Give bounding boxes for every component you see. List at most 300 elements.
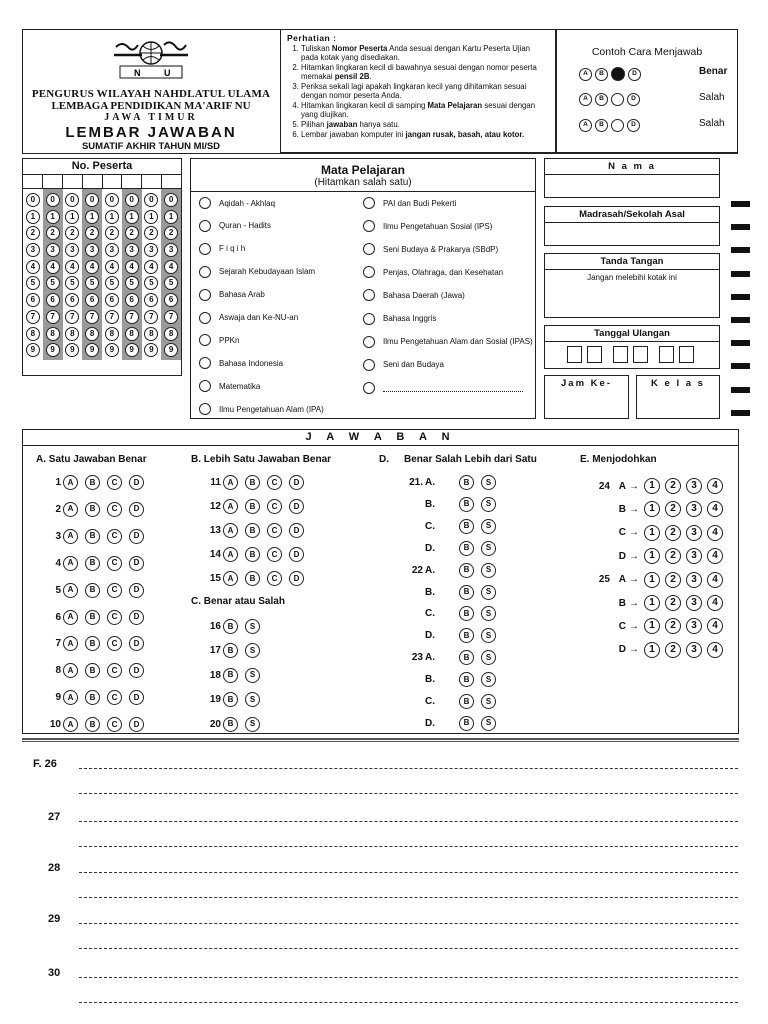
answer-bubble[interactable]: A	[63, 690, 78, 705]
essay-answer-line[interactable]	[79, 793, 738, 794]
answer-bubble[interactable]: B	[459, 694, 474, 709]
answer-bubble[interactable]: S	[481, 497, 496, 512]
participant-number-title: No. Peserta	[23, 159, 181, 175]
digit-bubble[interactable]: 9	[85, 343, 99, 357]
timing-mark	[731, 247, 750, 253]
example-label: Benar	[699, 66, 728, 77]
digit-bubble[interactable]: 7	[65, 310, 79, 324]
logo-text-n: N	[134, 68, 141, 78]
digit-bubble[interactable]: 6	[105, 293, 119, 307]
digit-bubble[interactable]: 7	[144, 310, 158, 324]
digit-bubble[interactable]: 1	[65, 210, 79, 224]
answer-bubble[interactable]: B	[459, 628, 474, 643]
answer-bubble[interactable]: A	[223, 547, 238, 562]
answer-bubble[interactable]: 1	[644, 548, 660, 564]
digit-bubble[interactable]: 5	[85, 276, 99, 290]
answer-bubble[interactable]: B	[85, 583, 100, 598]
subject-radio[interactable]	[199, 357, 211, 369]
answer-bubble[interactable]: B	[459, 497, 474, 512]
subject-option[interactable]	[199, 266, 315, 278]
subject-option[interactable]	[363, 220, 492, 232]
digit-bubble[interactable]: 8	[85, 327, 99, 341]
example-bubble: A	[579, 68, 592, 81]
digit-bubble[interactable]: 2	[65, 226, 79, 240]
matching-row	[588, 501, 728, 517]
answer-bubble[interactable]: 1	[644, 595, 660, 611]
digit-bubble[interactable]: 4	[26, 260, 40, 274]
signature-box[interactable]	[544, 253, 720, 318]
digit-bubble[interactable]: 5	[144, 276, 158, 290]
question-number: 13	[209, 525, 221, 536]
answer-bubble[interactable]: B	[223, 692, 238, 707]
digit-bubble[interactable]: 9	[144, 343, 158, 357]
name-box[interactable]	[544, 158, 720, 198]
digit-bubble[interactable]: 2	[144, 226, 158, 240]
digit-bubble[interactable]: 1	[125, 210, 139, 224]
answer-bubble[interactable]: C	[267, 475, 282, 490]
answer-bubble[interactable]: B	[223, 643, 238, 658]
sub-question-label: B	[618, 503, 626, 515]
subject-option[interactable]	[363, 313, 436, 325]
answer-bubble[interactable]: B	[459, 585, 474, 600]
digit-bubble[interactable]: 9	[105, 343, 119, 357]
answer-bubble[interactable]: S	[245, 717, 260, 732]
answer-bubble[interactable]: 1	[644, 478, 660, 494]
digit-bubble[interactable]: 3	[26, 243, 40, 257]
digit-bubble[interactable]: 4	[144, 260, 158, 274]
answer-bubble[interactable]: C	[107, 610, 122, 625]
answer-bubble[interactable]: 4	[707, 642, 723, 658]
digit-bubble[interactable]: 2	[26, 226, 40, 240]
date-cell[interactable]	[679, 346, 694, 363]
participant-digit-cell[interactable]	[142, 175, 162, 188]
answer-bubble[interactable]: C	[267, 547, 282, 562]
essay-answer-line[interactable]	[79, 923, 738, 924]
class-label: K e l a s	[651, 378, 705, 389]
answer-bubble[interactable]: 4	[707, 548, 723, 564]
digit-bubble[interactable]: 2	[46, 226, 60, 240]
date-cell[interactable]	[659, 346, 674, 363]
answer-bubble[interactable]: 1	[644, 525, 660, 541]
answer-bubble[interactable]: B	[85, 690, 100, 705]
subject-option[interactable]	[363, 197, 456, 209]
answer-bubble[interactable]: C	[107, 475, 122, 490]
answer-bubble[interactable]: B	[245, 571, 260, 586]
digit-bubble[interactable]: 9	[46, 343, 60, 357]
answer-bubble[interactable]: 3	[686, 501, 702, 517]
answer-bubble[interactable]: B	[85, 636, 100, 651]
digit-bubble[interactable]: 8	[125, 327, 139, 341]
answer-bubble[interactable]: B	[245, 475, 260, 490]
answer-bubble[interactable]: 3	[686, 618, 702, 634]
answer-bubble[interactable]: 4	[707, 478, 723, 494]
digit-bubble[interactable]: 3	[105, 243, 119, 257]
answer-bubble[interactable]: S	[245, 643, 260, 658]
digit-bubble[interactable]: 3	[85, 243, 99, 257]
answer-bubble[interactable]: B	[459, 563, 474, 578]
digit-bubble[interactable]: 8	[105, 327, 119, 341]
answer-bubble[interactable]: 2	[665, 642, 681, 658]
date-cell[interactable]	[613, 346, 628, 363]
digit-bubble[interactable]: 4	[164, 260, 178, 274]
answer-bubble[interactable]: S	[481, 694, 496, 709]
participant-digit-cell[interactable]	[23, 175, 43, 188]
school-box[interactable]	[544, 206, 720, 246]
subject-option[interactable]	[199, 289, 265, 301]
digit-bubble[interactable]: 3	[46, 243, 60, 257]
answer-bubble[interactable]: 3	[686, 548, 702, 564]
digit-bubble[interactable]: 9	[26, 343, 40, 357]
answer-bubble[interactable]: D	[289, 523, 304, 538]
answer-bubble[interactable]: C	[267, 499, 282, 514]
subject-option[interactable]	[199, 380, 260, 392]
answer-bubble[interactable]: D	[289, 499, 304, 514]
subject-radio[interactable]	[199, 266, 211, 278]
date-cell[interactable]	[587, 346, 602, 363]
subject-option[interactable]	[199, 357, 283, 369]
cross-mark-icon	[611, 119, 624, 132]
digit-bubble[interactable]: 5	[164, 276, 178, 290]
subject-radio[interactable]	[363, 313, 375, 325]
answer-bubble[interactable]: A	[63, 502, 78, 517]
digit-bubble[interactable]: 6	[26, 293, 40, 307]
subject-option[interactable]	[363, 289, 465, 301]
digit-bubble[interactable]: 6	[125, 293, 139, 307]
answer-bubble[interactable]: C	[107, 583, 122, 598]
subject-option[interactable]	[199, 403, 324, 415]
answer-bubble[interactable]: 2	[665, 478, 681, 494]
digit-bubble[interactable]: 3	[164, 243, 178, 257]
digit-bubble[interactable]: 1	[164, 210, 178, 224]
answer-bubble[interactable]: 3	[686, 572, 702, 588]
digit-bubble[interactable]: 5	[65, 276, 79, 290]
answer-bubble[interactable]: D	[289, 571, 304, 586]
answer-bubble[interactable]: 2	[665, 572, 681, 588]
subject-radio[interactable]	[199, 243, 211, 255]
example-bubble: D	[628, 68, 641, 81]
digit-bubble[interactable]: 8	[144, 327, 158, 341]
digit-bubble[interactable]: 6	[164, 293, 178, 307]
digit-bubble[interactable]: 4	[125, 260, 139, 274]
subject-radio[interactable]	[199, 220, 211, 232]
subject-label: Sejarah Kebudayaan Islam	[219, 267, 316, 277]
answer-bubble[interactable]: D	[129, 717, 144, 732]
answer-bubble[interactable]: A	[63, 475, 78, 490]
answer-bubble[interactable]: B	[245, 499, 260, 514]
answer-bubble[interactable]: 1	[644, 642, 660, 658]
digit-bubble[interactable]: 3	[65, 243, 79, 257]
answer-bubble[interactable]: C	[107, 556, 122, 571]
answer-bubble[interactable]: S	[481, 650, 496, 665]
subject-other-line[interactable]	[383, 384, 523, 392]
participant-digit-cell[interactable]	[103, 175, 123, 188]
digit-bubble[interactable]: 8	[164, 327, 178, 341]
answer-bubble[interactable]: D	[129, 502, 144, 517]
date-cell[interactable]	[633, 346, 648, 363]
participant-digit-cell[interactable]	[43, 175, 63, 188]
essay-answer-line[interactable]	[79, 768, 738, 769]
answer-bubble[interactable]: A	[63, 636, 78, 651]
example-label: Salah	[699, 118, 725, 129]
digit-bubble[interactable]: 9	[65, 343, 79, 357]
digit-bubble[interactable]: 2	[125, 226, 139, 240]
answer-bubble[interactable]: C	[107, 636, 122, 651]
digit-bubble[interactable]: 0	[105, 193, 119, 207]
answer-bubble[interactable]: B	[85, 556, 100, 571]
digit-bubble[interactable]: 5	[105, 276, 119, 290]
answer-bubble[interactable]: 1	[644, 618, 660, 634]
answer-bubble[interactable]: B	[459, 519, 474, 534]
subject-subtitle: (Hitamkan salah satu)	[314, 177, 412, 188]
digit-bubble[interactable]: 5	[46, 276, 60, 290]
instruction-item: 1. Tuliskan Nomor Peserta Anda sesuai dengan Kartu Peserta Ujian pada kotak yang disediakan.	[301, 44, 549, 62]
digit-bubble[interactable]: 1	[46, 210, 60, 224]
essay-answer-line[interactable]	[79, 821, 738, 822]
answer-bubble[interactable]: 4	[707, 595, 723, 611]
matching-row	[588, 642, 728, 658]
subject-radio[interactable]	[199, 380, 211, 392]
participant-digit-cell[interactable]	[162, 175, 181, 188]
answer-bubble[interactable]: S	[245, 692, 260, 707]
essay-answer-line[interactable]	[79, 1002, 738, 1003]
answer-bubble[interactable]: S	[481, 672, 496, 687]
date-cell[interactable]	[567, 346, 582, 363]
answer-bubble[interactable]: B	[85, 717, 100, 732]
subject-label: F i q i h	[219, 244, 246, 254]
answer-bubble[interactable]: D	[129, 636, 144, 651]
answer-bubble[interactable]: B	[245, 547, 260, 562]
answer-bubble[interactable]: A	[223, 475, 238, 490]
participant-digit-cell[interactable]	[122, 175, 142, 188]
digit-bubble[interactable]: 7	[164, 310, 178, 324]
digit-bubble[interactable]: 7	[26, 310, 40, 324]
subject-radio[interactable]	[363, 336, 375, 348]
digit-bubble[interactable]: 7	[46, 310, 60, 324]
digit-bubble[interactable]: 9	[164, 343, 178, 357]
subject-radio[interactable]	[363, 382, 375, 394]
answer-bubble[interactable]: A	[63, 583, 78, 598]
digit-bubble[interactable]: 5	[26, 276, 40, 290]
answer-bubble[interactable]: 3	[686, 595, 702, 611]
answer-bubble[interactable]: 1	[644, 572, 660, 588]
digit-bubble[interactable]: 2	[85, 226, 99, 240]
digit-bubble[interactable]: 6	[46, 293, 60, 307]
subject-radio[interactable]	[199, 197, 211, 209]
sub-question-label: B.	[425, 674, 435, 686]
subject-option[interactable]	[199, 197, 275, 209]
digit-bubble[interactable]: 4	[85, 260, 99, 274]
essay-answer-line[interactable]	[79, 948, 738, 949]
subject-option[interactable]	[363, 382, 523, 394]
subject-radio[interactable]	[199, 289, 211, 301]
participant-number-grid	[23, 189, 181, 360]
subject-option[interactable]	[363, 266, 503, 278]
essay-answer-line[interactable]	[79, 872, 738, 873]
answer-bubble[interactable]: 4	[707, 572, 723, 588]
digit-bubble[interactable]: 1	[144, 210, 158, 224]
digit-bubble[interactable]: 1	[105, 210, 119, 224]
answer-row	[191, 692, 267, 707]
answer-bubble[interactable]: S	[481, 475, 496, 490]
digit-bubble[interactable]: 6	[85, 293, 99, 307]
subject-label: Bahasa Inggris	[383, 314, 437, 323]
answer-bubble[interactable]: 4	[707, 501, 723, 517]
answer-bubble[interactable]: C	[107, 663, 122, 678]
answer-bubble[interactable]: B	[85, 475, 100, 490]
subject-option[interactable]	[199, 312, 298, 324]
answer-bubble[interactable]: A	[223, 523, 238, 538]
answer-bubble[interactable]: C	[107, 529, 122, 544]
answer-bubble[interactable]: A	[63, 663, 78, 678]
answer-bubble[interactable]: C	[267, 571, 282, 586]
answer-bubble[interactable]: D	[129, 556, 144, 571]
answer-bubble[interactable]: B	[459, 541, 474, 556]
answer-bubble[interactable]: 4	[707, 525, 723, 541]
answer-bubble[interactable]: 2	[665, 595, 681, 611]
digit-bubble[interactable]: 8	[65, 327, 79, 341]
answer-bubble[interactable]: B	[245, 523, 260, 538]
answer-bubble[interactable]: S	[481, 541, 496, 556]
subject-radio[interactable]	[363, 197, 375, 209]
digit-bubble[interactable]: 1	[26, 210, 40, 224]
digit-bubble[interactable]: 6	[65, 293, 79, 307]
answer-bubble[interactable]: S	[481, 606, 496, 621]
essay-answer-line[interactable]	[79, 977, 738, 978]
answer-bubble[interactable]: B	[223, 619, 238, 634]
answer-bubble[interactable]: 1	[644, 501, 660, 517]
answer-bubble[interactable]: B	[85, 529, 100, 544]
answer-bubble[interactable]: D	[129, 663, 144, 678]
digit-bubble[interactable]: 0	[144, 193, 158, 207]
digit-bubble[interactable]: 2	[105, 226, 119, 240]
participant-digit-column	[102, 189, 122, 360]
answer-bubble[interactable]: 4	[707, 618, 723, 634]
class-box[interactable]	[636, 375, 720, 419]
answer-bubble[interactable]: C	[267, 523, 282, 538]
question-number: 21.	[409, 477, 423, 488]
subject-option[interactable]	[199, 220, 271, 232]
participant-digit-cell[interactable]	[63, 175, 83, 188]
subject-radio[interactable]	[363, 220, 375, 232]
answer-bubble[interactable]: B	[459, 672, 474, 687]
nu-logo	[108, 35, 194, 79]
digit-bubble[interactable]: 4	[105, 260, 119, 274]
subject-option[interactable]	[363, 243, 498, 255]
digit-bubble[interactable]: 7	[125, 310, 139, 324]
subject-radio[interactable]	[363, 266, 375, 278]
answer-bubble[interactable]: S	[481, 628, 496, 643]
subject-option[interactable]	[363, 359, 444, 371]
answer-bubble[interactable]: A	[63, 610, 78, 625]
answer-bubble[interactable]: 2	[665, 501, 681, 517]
subject-option[interactable]	[199, 243, 245, 255]
digit-bubble[interactable]: 0	[65, 193, 79, 207]
answer-bubble[interactable]: A	[63, 717, 78, 732]
subject-radio[interactable]	[199, 312, 211, 324]
digit-bubble[interactable]: 0	[46, 193, 60, 207]
digit-bubble[interactable]: 3	[125, 243, 139, 257]
digit-bubble[interactable]: 8	[46, 327, 60, 341]
answer-bubble[interactable]: A	[223, 571, 238, 586]
answer-bubble[interactable]: 3	[686, 642, 702, 658]
answer-bubble[interactable]: 3	[686, 525, 702, 541]
essay-answer-line[interactable]	[79, 846, 738, 847]
session-box[interactable]	[544, 375, 629, 419]
digit-bubble[interactable]: 0	[26, 193, 40, 207]
digit-bubble[interactable]: 0	[85, 193, 99, 207]
answer-bubble[interactable]: B	[459, 475, 474, 490]
answer-bubble[interactable]: C	[107, 690, 122, 705]
digit-bubble[interactable]: 1	[85, 210, 99, 224]
digit-bubble[interactable]: 6	[144, 293, 158, 307]
essay-answer-line[interactable]	[79, 897, 738, 898]
answer-bubble[interactable]: A	[223, 499, 238, 514]
answer-bubble[interactable]: D	[289, 475, 304, 490]
digit-bubble[interactable]: 0	[125, 193, 139, 207]
answer-bubble[interactable]: B	[459, 716, 474, 731]
answer-bubble[interactable]: B	[459, 606, 474, 621]
answer-bubble[interactable]: B	[85, 502, 100, 517]
answer-bubble[interactable]: S	[481, 716, 496, 731]
subject-option[interactable]	[363, 336, 533, 348]
answer-bubble[interactable]: 2	[665, 548, 681, 564]
answer-bubble[interactable]: D	[129, 529, 144, 544]
digit-bubble[interactable]: 9	[125, 343, 139, 357]
answer-bubble[interactable]: C	[107, 502, 122, 517]
digit-bubble[interactable]: 3	[144, 243, 158, 257]
digit-bubble[interactable]: 0	[164, 193, 178, 207]
subject-option[interactable]	[199, 334, 239, 346]
digit-bubble[interactable]: 4	[46, 260, 60, 274]
answer-bubble[interactable]: A	[63, 556, 78, 571]
digit-bubble[interactable]: 7	[105, 310, 119, 324]
sub-question-label: A.	[425, 652, 435, 664]
subject-radio[interactable]	[363, 243, 375, 255]
digit-bubble[interactable]: 8	[26, 327, 40, 341]
digit-bubble[interactable]: 7	[85, 310, 99, 324]
participant-digit-cell[interactable]	[83, 175, 103, 188]
answer-bubble[interactable]: 3	[686, 478, 702, 494]
subject-radio[interactable]	[363, 289, 375, 301]
answer-bubble[interactable]: D	[129, 475, 144, 490]
digit-bubble[interactable]: 2	[164, 226, 178, 240]
answer-bubble[interactable]: S	[481, 563, 496, 578]
answer-bubble[interactable]: B	[459, 650, 474, 665]
answer-bubble[interactable]: 2	[665, 525, 681, 541]
answer-bubble[interactable]: C	[107, 717, 122, 732]
answer-bubble[interactable]: D	[289, 547, 304, 562]
answer-bubble[interactable]: S	[481, 585, 496, 600]
digit-bubble[interactable]: 5	[125, 276, 139, 290]
answer-bubble[interactable]: S	[245, 619, 260, 634]
subject-radio[interactable]	[199, 403, 211, 415]
answer-bubble[interactable]: S	[481, 519, 496, 534]
answer-bubble[interactable]: B	[223, 717, 238, 732]
answer-bubble[interactable]: S	[245, 668, 260, 683]
digit-bubble[interactable]: 4	[65, 260, 79, 274]
answer-bubble[interactable]: B	[85, 610, 100, 625]
answer-bubble[interactable]: D	[129, 583, 144, 598]
answer-bubble[interactable]: D	[129, 690, 144, 705]
answer-bubble[interactable]: B	[223, 668, 238, 683]
answer-bubble[interactable]: A	[63, 529, 78, 544]
subject-radio[interactable]	[199, 334, 211, 346]
answer-bubble[interactable]: 2	[665, 618, 681, 634]
answer-bubble[interactable]: D	[129, 610, 144, 625]
answer-bubble[interactable]: B	[85, 663, 100, 678]
participant-number-cells[interactable]	[23, 175, 181, 189]
subject-radio[interactable]	[363, 359, 375, 371]
